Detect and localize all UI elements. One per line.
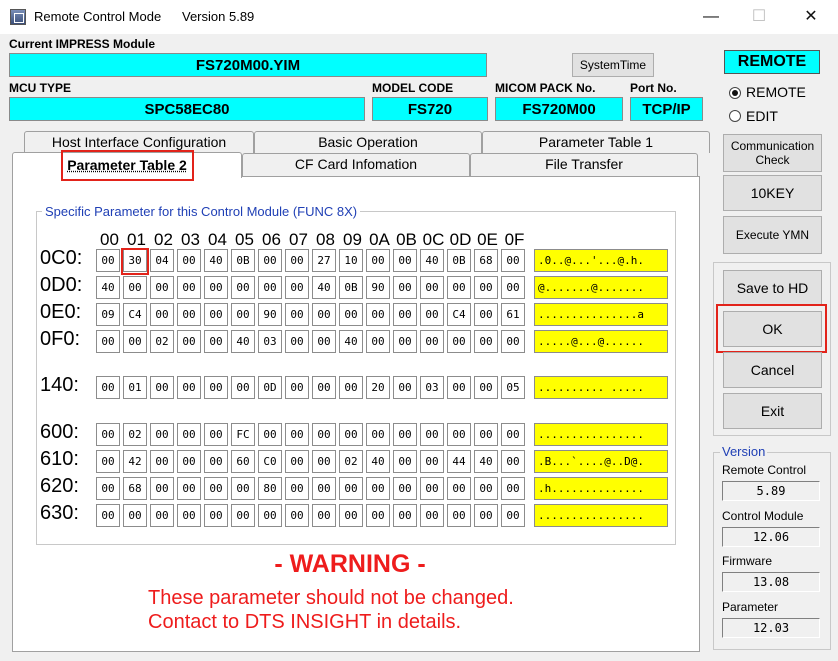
param-cell[interactable]: 00 <box>393 330 417 353</box>
column-header: 08 <box>316 230 335 249</box>
param-cell[interactable]: 00 <box>177 477 201 500</box>
param-cell[interactable]: 04 <box>150 249 174 272</box>
param-cell[interactable]: 00 <box>96 477 120 500</box>
ok-button[interactable]: OK <box>723 311 822 347</box>
tab-parameter-table-2-label: Parameter Table 2 <box>67 157 187 173</box>
param-cell[interactable]: 00 <box>447 276 471 299</box>
tab-host-interface[interactable]: Host Interface Configuration <box>24 131 254 153</box>
param-cell[interactable]: 44 <box>447 450 471 473</box>
ascii-preview: ................ <box>534 423 668 446</box>
param-cell[interactable]: 00 <box>204 477 228 500</box>
param-cell[interactable]: 00 <box>204 276 228 299</box>
column-header: 0B <box>396 230 417 249</box>
param-cell[interactable]: 00 <box>393 450 417 473</box>
param-cell[interactable]: 00 <box>204 423 228 446</box>
window-title: Remote Control Mode <box>34 9 162 24</box>
row-address-label: 610: <box>40 448 79 470</box>
param-cell[interactable]: C0 <box>258 450 282 473</box>
param-cell[interactable]: 10 <box>339 249 363 272</box>
column-header: 04 <box>208 230 227 249</box>
param-cell[interactable]: 02 <box>123 423 147 446</box>
param-cell[interactable]: 00 <box>393 303 417 326</box>
param-cell[interactable]: 00 <box>258 249 282 272</box>
param-cell[interactable]: 00 <box>474 423 498 446</box>
param-cell[interactable]: 00 <box>393 504 417 527</box>
column-header: 02 <box>154 230 173 249</box>
row-address-label: 630: <box>40 502 79 524</box>
ascii-preview: .0..@...'...@.h. <box>534 249 668 272</box>
param-cell[interactable]: 00 <box>231 477 255 500</box>
ascii-preview: .......... ..... <box>534 376 668 399</box>
warning-line-2: Contact to DTS INSIGHT in details. <box>148 611 462 633</box>
param-cell[interactable]: 00 <box>501 423 525 446</box>
param-cell[interactable]: 80 <box>258 477 282 500</box>
param-cell[interactable]: 00 <box>258 276 282 299</box>
param-cell[interactable]: 00 <box>312 450 336 473</box>
param-cell[interactable]: 00 <box>501 249 525 272</box>
param-cell[interactable]: 00 <box>150 504 174 527</box>
param-cell[interactable]: 00 <box>312 477 336 500</box>
exit-button[interactable]: Exit <box>723 393 822 429</box>
control-module-version-value: 12.06 <box>722 527 820 547</box>
param-cell[interactable]: 00 <box>150 423 174 446</box>
param-cell[interactable]: 40 <box>96 276 120 299</box>
param-cell[interactable]: 00 <box>339 477 363 500</box>
remote-radio[interactable] <box>729 87 741 99</box>
param-cell[interactable]: 00 <box>447 376 471 399</box>
warning-line-1: These parameter should not be changed. <box>148 587 514 609</box>
param-cell[interactable]: 00 <box>285 504 309 527</box>
param-cell[interactable]: 00 <box>366 249 390 272</box>
mcu-type-label: MCU TYPE <box>9 81 72 95</box>
row-address-label: 0F0: <box>40 328 81 350</box>
param-cell[interactable]: 00 <box>150 276 174 299</box>
param-cell[interactable]: 00 <box>150 477 174 500</box>
module-label: Current IMPRESS Module <box>9 37 156 51</box>
param-cell[interactable]: 00 <box>177 450 201 473</box>
param-cell[interactable]: 00 <box>366 330 390 353</box>
firmware-version-value: 13.08 <box>722 572 820 592</box>
param-cell[interactable]: 00 <box>339 504 363 527</box>
ascii-preview: ................ <box>534 504 668 527</box>
tab-parameter-table-1[interactable]: Parameter Table 1 <box>482 131 710 153</box>
model-code-value: FS720 <box>372 97 488 121</box>
param-cell[interactable]: 00 <box>501 330 525 353</box>
param-cell[interactable]: 00 <box>420 477 444 500</box>
param-cell[interactable]: 00 <box>420 450 444 473</box>
param-cell[interactable]: 00 <box>177 330 201 353</box>
param-cell[interactable]: 27 <box>312 249 336 272</box>
column-header: 03 <box>181 230 200 249</box>
param-cell[interactable]: C4 <box>447 303 471 326</box>
module-value: FS720M00.YIM <box>9 53 487 77</box>
param-cell[interactable]: 68 <box>474 249 498 272</box>
port-no-value: TCP/IP <box>630 97 703 121</box>
column-header: 0A <box>369 230 390 249</box>
ascii-preview: .....@...@...... <box>534 330 668 353</box>
param-cell[interactable]: 00 <box>231 303 255 326</box>
parameter-version-label: Parameter <box>722 600 779 614</box>
param-cell[interactable]: 00 <box>474 504 498 527</box>
param-cell[interactable]: 00 <box>177 276 201 299</box>
param-cell[interactable]: 00 <box>366 504 390 527</box>
param-cell[interactable]: 40 <box>312 276 336 299</box>
param-cell[interactable]: 00 <box>393 477 417 500</box>
param-cell[interactable]: 00 <box>339 376 363 399</box>
param-cell[interactable]: 00 <box>420 330 444 353</box>
model-code-label: MODEL CODE <box>372 81 454 95</box>
param-cell[interactable]: 00 <box>366 477 390 500</box>
param-cell[interactable]: 09 <box>96 303 120 326</box>
firmware-version-label: Firmware <box>722 554 772 568</box>
param-cell[interactable]: 00 <box>150 450 174 473</box>
ascii-preview: .B...`....@..D@. <box>534 450 668 473</box>
minimize-icon[interactable]: — <box>703 8 719 25</box>
remote-control-version-value: 5.89 <box>722 481 820 501</box>
param-cell[interactable]: 00 <box>312 423 336 446</box>
mcu-type-value: SPC58EC80 <box>9 97 365 121</box>
param-cell[interactable]: 00 <box>177 423 201 446</box>
param-cell[interactable]: 00 <box>204 330 228 353</box>
param-cell[interactable]: 00 <box>312 504 336 527</box>
window-version: Version 5.89 <box>182 9 255 24</box>
param-cell[interactable]: 00 <box>258 423 282 446</box>
param-cell[interactable]: 00 <box>420 504 444 527</box>
column-header: 0E <box>477 230 498 249</box>
param-cell[interactable]: FC <box>231 423 255 446</box>
param-cell[interactable]: 40 <box>231 330 255 353</box>
param-cell[interactable]: 00 <box>447 423 471 446</box>
param-group-title: Specific Parameter for this Control Module (FUNC 8X) <box>42 204 360 219</box>
column-header: 0F <box>504 230 525 249</box>
param-cell[interactable]: 00 <box>177 249 201 272</box>
param-cell[interactable]: 40 <box>366 450 390 473</box>
param-cell[interactable]: 0D <box>258 376 282 399</box>
column-header: 01 <box>127 230 146 249</box>
edit-radio[interactable] <box>729 110 741 122</box>
param-cell[interactable]: 20 <box>366 376 390 399</box>
row-address-label: 0D0: <box>40 274 83 296</box>
row-address-label: 0E0: <box>40 301 82 323</box>
param-cell[interactable]: 00 <box>285 249 309 272</box>
active-tab-highlight <box>61 150 194 181</box>
app-icon <box>10 9 26 25</box>
param-cell[interactable]: 90 <box>366 276 390 299</box>
param-cell[interactable]: 30 <box>123 249 147 272</box>
param-cell[interactable]: 00 <box>339 303 363 326</box>
ascii-preview: .h.............. <box>534 477 668 500</box>
column-header: 00 <box>100 230 119 249</box>
column-header: 0C <box>422 230 445 249</box>
selected-cell-highlight <box>121 248 149 275</box>
close-icon[interactable]: ✕ <box>804 8 818 25</box>
param-cell[interactable]: 00 <box>285 477 309 500</box>
param-cell[interactable]: 03 <box>258 330 282 353</box>
maximize-icon: ☐ <box>751 8 767 25</box>
param-cell[interactable]: 00 <box>312 330 336 353</box>
param-cell[interactable]: 00 <box>420 276 444 299</box>
param-cell[interactable]: 00 <box>474 330 498 353</box>
param-cell[interactable]: 00 <box>474 477 498 500</box>
param-cell[interactable]: 00 <box>96 450 120 473</box>
communication-check-button[interactable]: Communication Check <box>723 134 822 172</box>
param-cell[interactable]: 03 <box>420 376 444 399</box>
row-address-label: 600: <box>40 421 79 443</box>
param-cell[interactable]: 0B <box>339 276 363 299</box>
param-cell[interactable]: 00 <box>285 303 309 326</box>
param-cell[interactable]: 00 <box>285 276 309 299</box>
param-cell[interactable]: 00 <box>150 376 174 399</box>
param-cell[interactable]: 00 <box>447 477 471 500</box>
parameter-version-value: 12.03 <box>722 618 820 638</box>
param-cell[interactable]: 40 <box>204 249 228 272</box>
param-cell[interactable]: 00 <box>96 376 120 399</box>
10key-button[interactable]: 10KEY <box>723 175 822 211</box>
param-cell[interactable]: 00 <box>501 477 525 500</box>
param-cell[interactable]: 40 <box>474 450 498 473</box>
param-cell[interactable]: 00 <box>393 423 417 446</box>
param-cell[interactable]: 00 <box>123 504 147 527</box>
param-cell[interactable]: 00 <box>420 423 444 446</box>
column-header: 06 <box>262 230 281 249</box>
execute-ymn-button[interactable]: Execute YMN <box>723 216 822 254</box>
row-address-label: 620: <box>40 475 79 497</box>
param-cell[interactable]: 00 <box>420 303 444 326</box>
column-header: 09 <box>343 230 362 249</box>
param-cell[interactable]: 01 <box>123 376 147 399</box>
ok-button-highlight <box>716 304 827 353</box>
param-cell[interactable]: 60 <box>231 450 255 473</box>
param-cell[interactable]: 00 <box>393 249 417 272</box>
param-cell[interactable]: 00 <box>474 303 498 326</box>
ascii-preview: @.......@....... <box>534 276 668 299</box>
param-cell[interactable]: 00 <box>501 450 525 473</box>
param-cell[interactable]: 00 <box>312 376 336 399</box>
param-cell[interactable]: 00 <box>393 376 417 399</box>
param-cell[interactable]: 00 <box>447 504 471 527</box>
param-cell[interactable]: 00 <box>366 303 390 326</box>
param-cell[interactable]: 00 <box>312 303 336 326</box>
param-cell[interactable]: 00 <box>474 276 498 299</box>
tab-file-transfer[interactable]: File Transfer <box>470 153 698 176</box>
param-cell[interactable]: 00 <box>474 376 498 399</box>
param-cell[interactable]: 00 <box>123 276 147 299</box>
control-module-version-label: Control Module <box>722 509 804 523</box>
param-cell[interactable]: 00 <box>339 423 363 446</box>
column-header: 07 <box>289 230 308 249</box>
param-cell[interactable]: 61 <box>501 303 525 326</box>
param-cell[interactable]: 00 <box>204 450 228 473</box>
param-cell[interactable]: 00 <box>285 330 309 353</box>
param-cell[interactable]: 00 <box>393 276 417 299</box>
param-cell[interactable]: 00 <box>177 303 201 326</box>
micom-pack-label: MICOM PACK No. <box>495 81 596 95</box>
param-cell[interactable]: 00 <box>96 330 120 353</box>
param-cell[interactable]: 00 <box>285 376 309 399</box>
param-cell[interactable]: 00 <box>447 330 471 353</box>
param-cell[interactable]: 42 <box>123 450 147 473</box>
param-cell[interactable]: 00 <box>123 330 147 353</box>
systemtime-button[interactable]: SystemTime <box>572 53 654 77</box>
param-cell[interactable]: 02 <box>339 450 363 473</box>
param-cell[interactable]: 00 <box>258 504 282 527</box>
title-bar <box>0 0 838 34</box>
row-address-label: 0C0: <box>40 247 83 269</box>
param-cell[interactable]: 00 <box>231 376 255 399</box>
save-to-hd-button[interactable]: Save to HD <box>723 270 822 306</box>
param-cell[interactable]: 00 <box>204 376 228 399</box>
param-cell[interactable]: 05 <box>501 376 525 399</box>
tab-cf-card-information[interactable]: CF Card Infomation <box>242 153 470 176</box>
tab-basic-operation[interactable]: Basic Operation <box>254 131 482 153</box>
param-cell[interactable]: C4 <box>123 303 147 326</box>
edit-radio-label: EDIT <box>746 108 778 124</box>
param-cell[interactable]: 00 <box>96 504 120 527</box>
version-group-title: Version <box>722 444 766 459</box>
param-cell[interactable]: 00 <box>204 303 228 326</box>
param-cell[interactable]: 00 <box>501 504 525 527</box>
param-cell[interactable]: 68 <box>123 477 147 500</box>
port-no-label: Port No. <box>630 81 677 95</box>
ascii-preview: ...............a <box>534 303 668 326</box>
micom-pack-value: FS720M00 <box>495 97 623 121</box>
param-cell[interactable]: 02 <box>150 330 174 353</box>
remote-control-version-label: Remote Control <box>722 463 807 477</box>
warning-title: - WARNING - <box>274 550 426 578</box>
column-header: 05 <box>235 230 254 249</box>
param-cell[interactable]: 00 <box>231 504 255 527</box>
param-cell[interactable]: 90 <box>258 303 282 326</box>
param-cell[interactable]: 0B <box>231 249 255 272</box>
param-cell[interactable]: 0B <box>447 249 471 272</box>
mode-badge: REMOTE <box>724 50 820 74</box>
column-header: 0D <box>449 230 472 249</box>
param-cell[interactable]: 00 <box>231 276 255 299</box>
param-cell[interactable]: 00 <box>150 303 174 326</box>
param-cell[interactable]: 00 <box>285 423 309 446</box>
row-address-label: 140: <box>40 374 79 396</box>
param-cell[interactable]: 00 <box>366 423 390 446</box>
cancel-button[interactable]: Cancel <box>723 352 822 388</box>
param-cell[interactable]: 00 <box>204 504 228 527</box>
param-cell[interactable]: 40 <box>420 249 444 272</box>
remote-radio-label: REMOTE <box>746 84 806 100</box>
param-cell[interactable]: 00 <box>96 249 120 272</box>
param-cell[interactable]: 00 <box>177 504 201 527</box>
param-cell[interactable]: 00 <box>285 450 309 473</box>
param-cell[interactable]: 00 <box>501 276 525 299</box>
param-cell[interactable]: 00 <box>96 423 120 446</box>
param-cell[interactable]: 40 <box>339 330 363 353</box>
param-cell[interactable]: 00 <box>177 376 201 399</box>
